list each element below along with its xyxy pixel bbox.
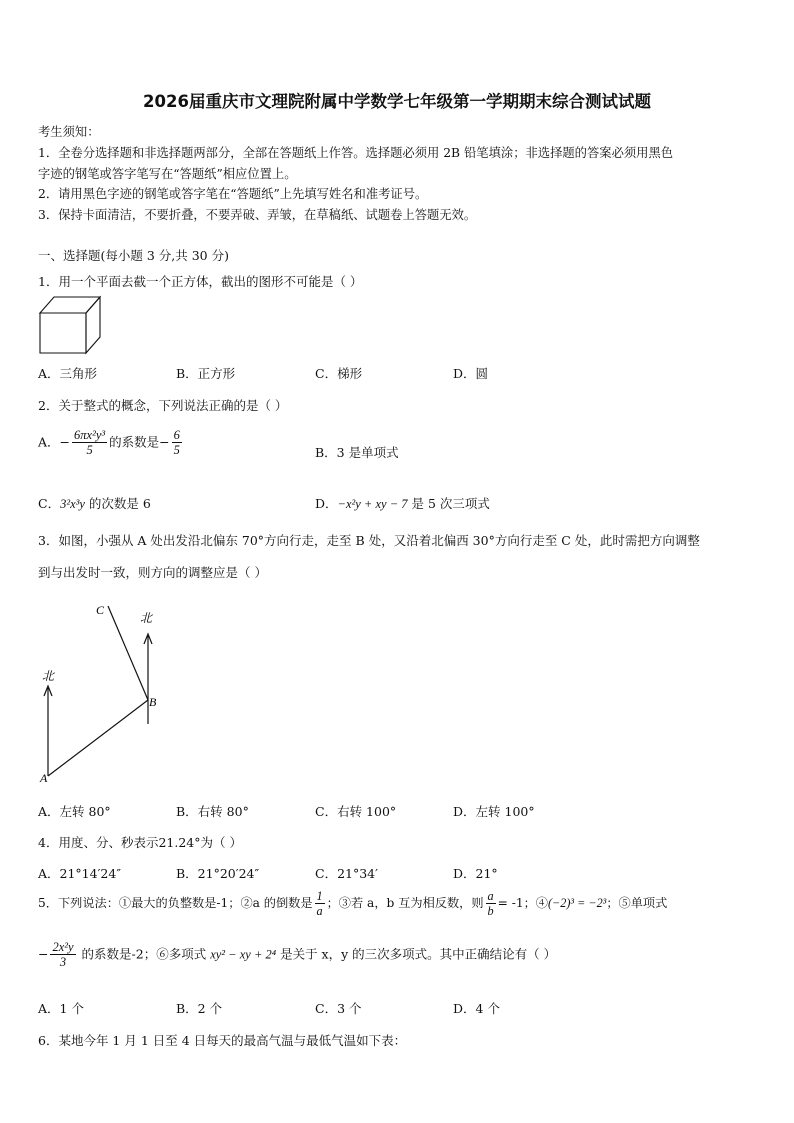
question-1-stem: 1．用一个平面去截一个正方体，截出的图形不可能是（ ） <box>38 274 363 289</box>
q1-option-c: C．梯形 <box>315 366 363 381</box>
q2-a-label: A． <box>38 434 60 450</box>
cube-figure <box>38 295 106 357</box>
question-4-stem: 4．用度、分、秒表示21.24°为（ ） <box>38 835 242 850</box>
notice-heading: 考生须知： <box>38 125 100 139</box>
label-b: B <box>149 695 157 709</box>
question-5-line2: − $\frac{\text{2x²y}}{3}$ 的系数是-2；⑥多项式 xy² − xy + 2⁴ 是关于 x，y 的三次多项式。其中正确结论有（ ） <box>38 940 557 970</box>
q1-option-b: B．正方形 <box>176 366 236 381</box>
q4-option-c: C．21°34′ <box>315 866 378 881</box>
q1-option-a: A．三角形 <box>38 366 98 381</box>
notice-item-1-cont: 字迹的钢笔或答字笔写在“答题纸”相应位置上。 <box>38 167 297 181</box>
notice-item-2: 2．请用黑色字迹的钢笔或答字笔在“答题纸”上先填写姓名和准考证号。 <box>38 187 428 201</box>
q3-option-c: C．右转 100° <box>315 804 397 819</box>
question-2-stem: 2．关于整式的概念，下列说法正确的是（ ） <box>38 398 288 413</box>
q2-d-expression: −x²y + xy − 7 <box>337 497 408 511</box>
q5-option-d: D．4 个 <box>453 1001 500 1016</box>
q5-monomial: $\frac{\text{2x²y}}{3}$ <box>52 940 74 970</box>
q3-option-a: A．左转 80° <box>38 804 111 819</box>
direction-diagram <box>36 600 176 786</box>
q2-option-c: C．3²x³y 的次数是 6 <box>38 496 151 511</box>
q4-value: 21.24° <box>158 835 201 850</box>
q2-a-answer: $\frac{6}{5}$ <box>173 428 180 458</box>
q2-c-expression: 3²x³y <box>60 497 85 511</box>
q5-option-c: C．3 个 <box>315 1001 362 1016</box>
question-5-line1: 5．下列说法：①最大的负整数是-1；②a 的倒数是 $\frac{1}{a}$ ；③若 a，b 互为相反数，则 $\frac{a}{b}$ = -1；④(−2)³ = −2³；⑤单项式 <box>38 889 668 919</box>
label-a: A <box>40 771 48 785</box>
q5-ratio: $\frac{a}{b}$ <box>487 889 494 919</box>
notice-item-1: 1．全卷分选择题和非选择题两部分，全部在答题纸上作答。选择题必须用 2B 铅笔填涂；非选择题的答案必须用黑色 <box>38 146 674 160</box>
q5-option-a: A．1 个 <box>38 1001 84 1016</box>
q2-option-a: A．− $\frac{\text{6πx²y³}}{5}$ 的系数是− $\frac{6}{5}$ <box>38 428 180 458</box>
label-c: C <box>96 603 105 617</box>
q3-option-d: D．左转 100° <box>453 804 535 819</box>
q5-option-b: B．2 个 <box>176 1001 223 1016</box>
q2-a-fraction: $\frac{\text{6πx²y³}}{5}$ <box>74 428 106 458</box>
q4-option-a: A．21°14′24″ <box>38 866 122 881</box>
notice-item-3: 3．保持卡面清洁，不要折叠，不要弄破、弄皱，在草稿纸、试题卷上答题无效。 <box>38 208 477 222</box>
q3-option-b: B．右转 80° <box>176 804 249 819</box>
q5-polynomial: xy² − xy + 2⁴ <box>210 947 277 962</box>
q4-option-d: D．21° <box>453 866 498 881</box>
segment-ab <box>48 700 148 776</box>
question-3-stem-line1: 3．如图，小强从 A 处出发沿北偏东 70°方向行走，走至 B 处，又沿着北偏西 30°方向行走至 C 处，此时需把方向调整 <box>38 533 700 548</box>
question-6-stem: 6．某地今年 1 月 1 日至 4 日每天的最高气温与最低气温如下表： <box>38 1033 407 1048</box>
q2-a-text: 的系数是 <box>109 434 160 450</box>
page-title: 2026届重庆市文理院附属中学数学七年级第一学期期末综合测试试题 <box>143 92 651 111</box>
q2-option-d: D．−x²y + xy − 7 是 5 次三项式 <box>315 496 490 511</box>
q2-option-b: B．3 是单项式 <box>315 445 399 460</box>
question-3-stem-line2: 到与出发时一致，则方向的调整应是（ ） <box>38 565 267 580</box>
q5-reciprocal: $\frac{1}{a}$ <box>316 889 323 919</box>
q4-option-b: B．21°20′24″ <box>176 866 260 881</box>
label-north-b: 北 <box>140 611 153 625</box>
label-north-a: 北 <box>42 669 55 683</box>
q1-option-d: D．圆 <box>453 366 489 381</box>
q5-power-expression: (−2)³ = −2³ <box>547 896 607 911</box>
section-heading: 一、选择题(每小题 3 分,共 30 分) <box>38 248 229 263</box>
